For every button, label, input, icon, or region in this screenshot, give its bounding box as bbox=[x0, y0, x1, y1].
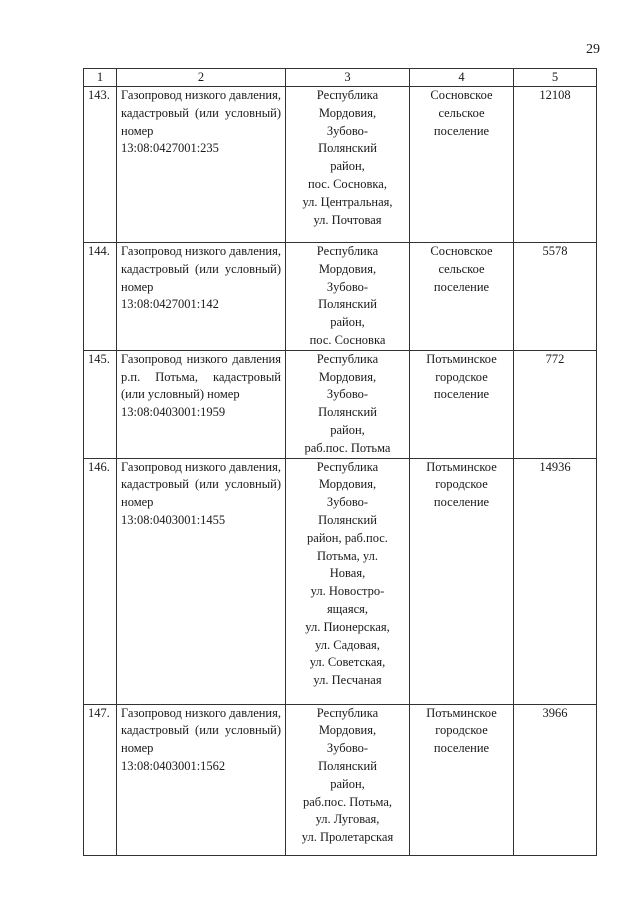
address-line: Мордовия, bbox=[318, 105, 377, 120]
address-line: Мордовия, bbox=[318, 369, 377, 384]
row-number: 146. bbox=[84, 458, 117, 704]
address-line: район, bbox=[330, 776, 365, 791]
cadastral-number: 13:08:0403001:1959 bbox=[121, 405, 226, 420]
owner-line: поселение bbox=[433, 741, 490, 756]
page-number: 29 bbox=[586, 42, 600, 57]
object-name: Газопровод низкого давления, кадастровый (или условный) номер bbox=[121, 705, 281, 756]
length-value: 14936 bbox=[514, 458, 597, 704]
object-name: Газопровод низкого давления, кадастровый (или условный) номер bbox=[121, 459, 281, 510]
address-line: ул. Пионерская, bbox=[305, 619, 390, 634]
table-row bbox=[84, 243, 597, 351]
address-cell bbox=[286, 87, 410, 243]
address-line: ул. Советская, bbox=[309, 655, 386, 670]
object-name-cell bbox=[117, 704, 286, 855]
row-number: 147. bbox=[84, 704, 117, 855]
object-name-cell bbox=[117, 243, 286, 351]
address-line: район, раб.пос. bbox=[307, 530, 388, 545]
column-header: 1 bbox=[84, 69, 117, 87]
owner-line: городское bbox=[435, 477, 488, 492]
address-cell bbox=[286, 350, 410, 458]
address-cell bbox=[286, 243, 410, 351]
owner-line: городское bbox=[435, 369, 488, 384]
address-line: Республика bbox=[316, 705, 379, 720]
object-name: Газопровод низкого давления, кадастровый (или условный) номер bbox=[121, 244, 281, 294]
owner-line: поселение bbox=[433, 123, 490, 138]
column-header: 4 bbox=[410, 69, 514, 87]
owner-line: сельское bbox=[438, 261, 485, 276]
address-line: Республика bbox=[316, 88, 379, 102]
address-line: ул. Садовая, bbox=[315, 637, 380, 652]
address-line: Зубово- bbox=[326, 279, 369, 294]
table-row bbox=[84, 458, 597, 704]
address-line: Мордовия, bbox=[318, 261, 377, 276]
address-line: ящаяся, bbox=[326, 601, 369, 616]
table-body bbox=[84, 87, 597, 856]
address-cell bbox=[286, 458, 410, 704]
owner-line: Потьминское bbox=[426, 351, 497, 366]
address-line: Полянский bbox=[318, 141, 377, 156]
address-line: Зубово- bbox=[326, 387, 369, 402]
address-line: ул. Центральная, bbox=[302, 194, 393, 209]
owner-line: поселение bbox=[433, 495, 490, 510]
registry-table bbox=[83, 68, 597, 856]
address-line: Полянский bbox=[318, 758, 377, 773]
column-header: 2 bbox=[117, 69, 286, 87]
table-header bbox=[84, 69, 597, 87]
object-name-cell bbox=[117, 350, 286, 458]
owner-line: Сосновское bbox=[430, 88, 493, 102]
owner-cell bbox=[410, 704, 514, 855]
address-line: ул. Луговая, bbox=[315, 812, 380, 827]
owner-cell bbox=[410, 243, 514, 351]
address-line: ул. Почтовая bbox=[313, 212, 382, 227]
address-line: пос. Сосновка bbox=[309, 332, 386, 347]
owner-cell bbox=[410, 458, 514, 704]
object-name-cell bbox=[117, 458, 286, 704]
row-number: 143. bbox=[84, 87, 117, 243]
address-line: Мордовия, bbox=[318, 723, 377, 738]
address-line: Республика bbox=[316, 459, 379, 474]
table-row bbox=[84, 87, 597, 243]
cadastral-number: 13:08:0403001:1562 bbox=[121, 758, 226, 773]
row-number: 144. bbox=[84, 243, 117, 351]
column-header: 3 bbox=[286, 69, 410, 87]
address-line: район, bbox=[330, 159, 365, 174]
owner-line: поселение bbox=[433, 387, 490, 402]
cadastral-number: 13:08:0403001:1455 bbox=[121, 512, 226, 527]
address-line: район, bbox=[330, 422, 365, 437]
address-line: Потьма, ул. bbox=[317, 548, 378, 563]
object-name: Газопровод низкого давления р.п. Потьма, кадастровый (или условный) номер bbox=[121, 351, 281, 402]
owner-line: Сосновское bbox=[430, 244, 493, 258]
length-value: 12108 bbox=[514, 87, 597, 243]
address-line: район, bbox=[330, 315, 365, 330]
address-line: ул. Новостро- bbox=[310, 584, 385, 599]
owner-line: Потьминское bbox=[426, 705, 497, 720]
address-line: Полянский bbox=[318, 512, 377, 527]
address-line: ул. Песчаная bbox=[313, 673, 382, 688]
address-line: пос. Сосновка, bbox=[308, 176, 387, 191]
owner-line: Потьминское bbox=[426, 459, 497, 474]
owner-cell bbox=[410, 87, 514, 243]
object-name-cell bbox=[117, 87, 286, 243]
address-line: Мордовия, bbox=[318, 477, 377, 492]
owner-line: поселение bbox=[433, 279, 490, 294]
column-header: 5 bbox=[514, 69, 597, 87]
address-line: Полянский bbox=[318, 405, 377, 420]
object-name: Газопровод низкого давления, кадастровый (или условный) номер bbox=[121, 88, 281, 138]
address-cell bbox=[286, 704, 410, 855]
address-line: Республика bbox=[316, 351, 379, 366]
owner-cell bbox=[410, 350, 514, 458]
address-line: раб.пос. Потьма, bbox=[302, 794, 393, 809]
table-row bbox=[84, 350, 597, 458]
address-line: Зубово- bbox=[326, 123, 369, 138]
cadastral-number: 13:08:0427001:235 bbox=[121, 141, 219, 156]
table-row bbox=[84, 704, 597, 855]
length-value: 772 bbox=[514, 350, 597, 458]
owner-line: городское bbox=[435, 723, 488, 738]
address-line: ул. Пролетарская bbox=[301, 830, 394, 845]
row-number: 145. bbox=[84, 350, 117, 458]
cadastral-number: 13:08:0427001:142 bbox=[121, 297, 219, 312]
length-value: 3966 bbox=[514, 704, 597, 855]
address-line: Зубово- bbox=[326, 495, 369, 510]
address-line: раб.пос. Потьма bbox=[304, 440, 391, 455]
length-value: 5578 bbox=[514, 243, 597, 351]
address-line: Республика bbox=[316, 244, 379, 258]
header-row bbox=[84, 69, 597, 87]
address-line: Зубово- bbox=[326, 741, 369, 756]
address-line: Полянский bbox=[318, 297, 377, 312]
address-line: Новая, bbox=[329, 566, 366, 581]
owner-line: сельское bbox=[438, 105, 485, 120]
